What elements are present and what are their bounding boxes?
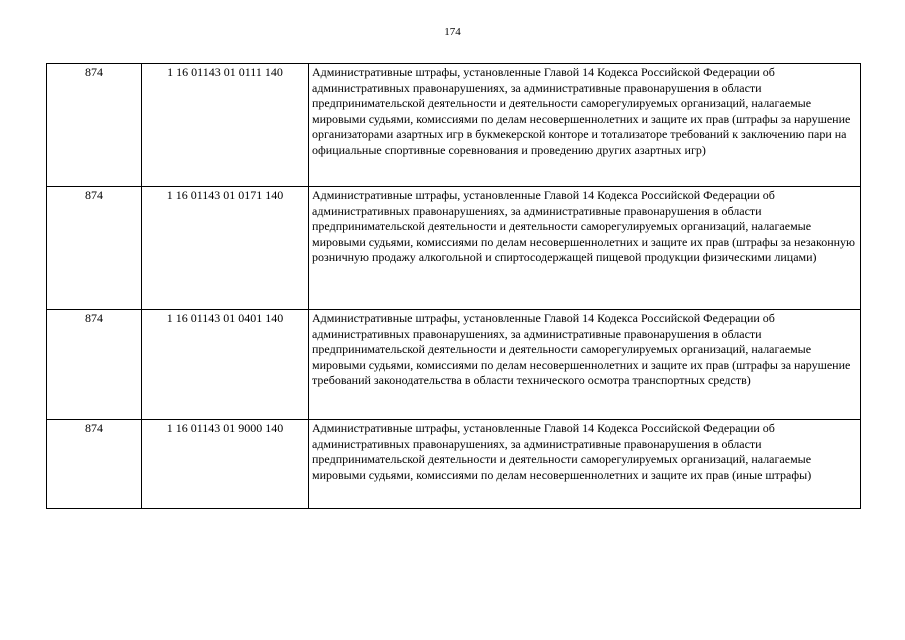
page-number: 174: [444, 26, 461, 38]
administrator-code-cell: 874: [47, 420, 142, 509]
description-cell: Административные штрафы, установленные Главой 14 Кодекса Российской Федерации об административных правонарушениях, за административные правонарушения в области предпринимательской деятельности и деятельности саморегулируемых организаций, налагаемые мировыми судьями, комиссиями по делам несовершеннолетних и защите их прав (штрафы за незаконную розничную продажу алкогольной и спиртосодержащей пищевой продукции физическими лицами): [309, 187, 861, 310]
administrator-code-cell: 874: [47, 64, 142, 187]
revenue-code-cell: 1 16 01143 01 0111 140: [142, 64, 309, 187]
budget-codes-table: [46, 63, 861, 509]
table-row: [47, 64, 861, 187]
revenue-code-cell: 1 16 01143 01 0171 140: [142, 187, 309, 310]
revenue-code-cell: 1 16 01143 01 9000 140: [142, 420, 309, 509]
table-row: [47, 187, 861, 310]
description-cell: Административные штрафы, установленные Главой 14 Кодекса Российской Федерации об административных правонарушениях, за административные правонарушения в области предпринимательской деятельности и деятельности саморегулируемых организаций, налагаемые мировыми судьями, комиссиями по делам несовершеннолетних и защите их прав (штрафы за нарушение требований законодательства в области технического осмотра транспортных средств): [309, 310, 861, 420]
revenue-code-cell: 1 16 01143 01 0401 140: [142, 310, 309, 420]
description-cell: Административные штрафы, установленные Главой 14 Кодекса Российской Федерации об административных правонарушениях, за административные правонарушения в области предпринимательской деятельности и деятельности саморегулируемых организаций, налагаемые мировыми судьями, комиссиями по делам несовершеннолетних и защите их прав (иные штрафы): [309, 420, 861, 509]
table-row: [47, 420, 861, 509]
table-row: [47, 310, 861, 420]
description-cell: Административные штрафы, установленные Главой 14 Кодекса Российской Федерации об административных правонарушениях, за административные правонарушения в области предпринимательской деятельности и деятельности саморегулируемых организаций, налагаемые мировыми судьями, комиссиями по делам несовершеннолетних и защите их прав (штрафы за нарушение организаторами азартных игр в букмекерской конторе и тотализаторе требований к заключению пари на официальные спортивные соревнования и проведению других азартных игр): [309, 64, 861, 187]
administrator-code-cell: 874: [47, 187, 142, 310]
administrator-code-cell: 874: [47, 310, 142, 420]
